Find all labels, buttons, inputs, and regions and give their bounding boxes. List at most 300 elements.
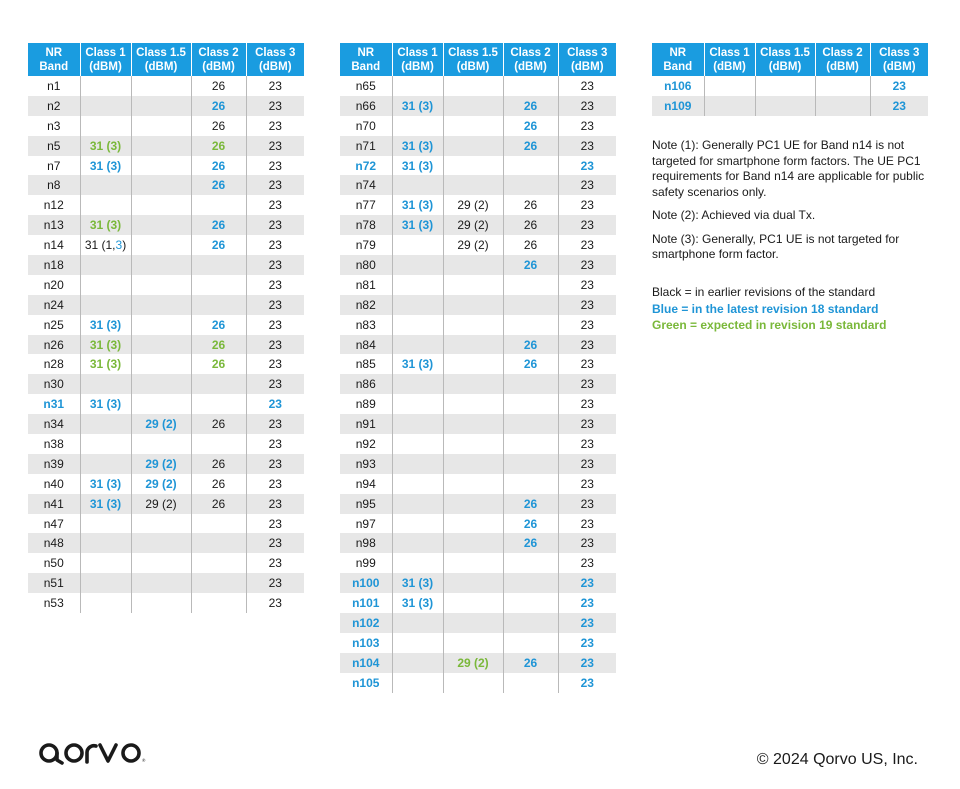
cell-class-1-5 xyxy=(131,593,191,613)
header-line: Class 1 xyxy=(709,46,750,59)
table-row xyxy=(28,96,304,116)
cell-band: n83 xyxy=(340,315,392,335)
cell-class-3: 23 xyxy=(246,533,304,553)
cell-class-2: 26 xyxy=(191,96,246,116)
cell-band: n101 xyxy=(340,593,392,613)
cell-class-1: 31 (3) xyxy=(80,394,131,414)
cell-class-3: 23 xyxy=(246,275,304,295)
cell-class-3: 23 xyxy=(558,175,616,195)
header-line: (dBM) xyxy=(882,60,916,73)
cell-class-3: 23 xyxy=(558,195,616,215)
cell-class-2 xyxy=(503,76,558,96)
cell-class-2: 26 xyxy=(191,156,246,176)
cell-band: n47 xyxy=(28,514,80,534)
cell-class-2: 26 xyxy=(503,653,558,673)
cell-class-1 xyxy=(392,633,443,653)
cell-class-1 xyxy=(392,275,443,295)
cell-band: n12 xyxy=(28,195,80,215)
table-row xyxy=(28,315,304,335)
header-line: (dBM) xyxy=(713,60,746,73)
table-row xyxy=(340,136,616,156)
cell-band: n5 xyxy=(28,136,80,156)
cell-class-1-5 xyxy=(443,335,503,355)
cell-class-1 xyxy=(80,533,131,553)
cell-class-3: 23 xyxy=(246,136,304,156)
cell-class-2: 26 xyxy=(503,215,558,235)
cell-band: n93 xyxy=(340,454,392,474)
cell-band: n103 xyxy=(340,633,392,653)
header-line: NR xyxy=(45,46,63,59)
band-table-3 xyxy=(652,43,928,116)
cell-class-2: 26 xyxy=(503,136,558,156)
table-row xyxy=(340,76,616,96)
cell-class-1 xyxy=(392,553,443,573)
cell-class-1-5 xyxy=(443,633,503,653)
cell-class-2: 26 xyxy=(503,116,558,136)
cell-class-1-5 xyxy=(443,354,503,374)
cell-band: n86 xyxy=(340,374,392,394)
table-row xyxy=(340,195,616,215)
table-row xyxy=(28,354,304,374)
cell-band: n81 xyxy=(340,275,392,295)
cell-band: n20 xyxy=(28,275,80,295)
table-row xyxy=(340,295,616,315)
cell-class-1 xyxy=(392,613,443,633)
cell-class-2 xyxy=(191,255,246,275)
cell-class-2 xyxy=(191,553,246,573)
table-row xyxy=(652,76,928,96)
header-line: NR xyxy=(357,46,375,59)
cell-class-3: 23 xyxy=(558,156,616,176)
cell-class-2 xyxy=(503,593,558,613)
cell-class-3: 23 xyxy=(558,394,616,414)
cell-band: n80 xyxy=(340,255,392,275)
table-row xyxy=(340,514,616,534)
cell-class-3: 23 xyxy=(558,573,616,593)
cell-class-3: 23 xyxy=(558,553,616,573)
cell-class-1 xyxy=(392,235,443,255)
cell-class-1 xyxy=(80,275,131,295)
cell-band: n102 xyxy=(340,613,392,633)
table-row xyxy=(340,553,616,573)
cell-band: n13 xyxy=(28,215,80,235)
cell-class-1-5 xyxy=(131,335,191,355)
header-row xyxy=(340,43,616,76)
cell-class-3: 23 xyxy=(558,613,616,633)
header-line: (dBM) xyxy=(768,60,802,73)
cell-class-1-5: 29 (2) xyxy=(131,454,191,474)
table-row xyxy=(28,573,304,593)
cell-class-2 xyxy=(503,553,558,573)
table-row xyxy=(28,136,304,156)
cell-class-3: 23 xyxy=(246,394,304,414)
cell-class-1-5 xyxy=(131,116,191,136)
cell-class-3: 23 xyxy=(246,553,304,573)
cell-class-1 xyxy=(704,96,755,116)
cell-class-1 xyxy=(80,514,131,534)
cell-class-1-5 xyxy=(443,255,503,275)
cell-class-1: 31 (3) xyxy=(392,215,443,235)
cell-band: n51 xyxy=(28,573,80,593)
table-row xyxy=(28,76,304,96)
table-row xyxy=(340,414,616,434)
cell-class-2 xyxy=(503,414,558,434)
header-line: Band xyxy=(351,60,381,73)
cell-class-3: 23 xyxy=(246,573,304,593)
header-line: Class 2 xyxy=(510,46,551,59)
cell-band: n100 xyxy=(340,573,392,593)
table-row xyxy=(28,215,304,235)
cell-class-2 xyxy=(503,315,558,335)
cell-class-1: 31 (3) xyxy=(392,195,443,215)
cell-class-3: 23 xyxy=(246,494,304,514)
cell-band: n41 xyxy=(28,494,80,514)
cell-class-3: 23 xyxy=(246,116,304,136)
cell-band: n105 xyxy=(340,673,392,693)
cell-class-1-5 xyxy=(443,494,503,514)
cell-class-2 xyxy=(503,673,558,693)
cell-class-3: 23 xyxy=(558,255,616,275)
header-line: Band xyxy=(39,60,69,73)
cell-class-1: 31 (3) xyxy=(392,593,443,613)
cell-class-1: 31 (3) xyxy=(80,494,131,514)
cell-class-1: 31 (3) xyxy=(80,354,131,374)
table-row xyxy=(28,394,304,414)
cell-class-3: 23 xyxy=(558,76,616,96)
cell-class-1-5: 29 (2) xyxy=(443,215,503,235)
cell-class-3: 23 xyxy=(246,195,304,215)
header-line: (dBM) xyxy=(514,60,547,73)
cell-class-2: 26 xyxy=(191,474,246,494)
cell-class-1-5: 29 (2) xyxy=(131,414,191,434)
header-band xyxy=(652,43,704,76)
cell-class-3: 23 xyxy=(558,215,616,235)
header-class-2 xyxy=(503,43,558,76)
cell-band: n99 xyxy=(340,553,392,573)
cell-class-2: 26 xyxy=(191,136,246,156)
cell-class-1-5 xyxy=(443,315,503,335)
cell-band: n97 xyxy=(340,514,392,534)
table-row xyxy=(28,514,304,534)
cell-class-2 xyxy=(503,374,558,394)
cell-class-1-5: 29 (2) xyxy=(443,195,503,215)
table-row xyxy=(340,434,616,454)
cell-band: n28 xyxy=(28,354,80,374)
cell-class-1: 31 (3) xyxy=(392,573,443,593)
header-line: (dBM) xyxy=(202,60,235,73)
cell-class-3: 23 xyxy=(246,76,304,96)
cell-band: n98 xyxy=(340,533,392,553)
cell-class-2 xyxy=(503,175,558,195)
cell-class-3: 23 xyxy=(246,335,304,355)
cell-class-3: 23 xyxy=(558,374,616,394)
cell-class-2: 26 xyxy=(503,533,558,553)
cell-class-1: 31 (3) xyxy=(392,136,443,156)
cell-band: n89 xyxy=(340,394,392,414)
header-line: Class 1 xyxy=(397,46,438,59)
cell-band: n95 xyxy=(340,494,392,514)
legend-green: Green = expected in revision 19 standard xyxy=(652,318,887,332)
cell-class-2 xyxy=(191,514,246,534)
cell-class-2: 26 xyxy=(503,354,558,374)
header-class-3 xyxy=(558,43,616,76)
cell-class-2 xyxy=(503,573,558,593)
table-row xyxy=(28,175,304,195)
cell-band: n39 xyxy=(28,454,80,474)
cell-class-1-5: 29 (2) xyxy=(443,653,503,673)
cell-class-2 xyxy=(503,394,558,414)
cell-class-1-5 xyxy=(443,394,503,414)
cell-class-3: 23 xyxy=(246,354,304,374)
cell-class-3: 23 xyxy=(558,474,616,494)
cell-class-1-5 xyxy=(131,514,191,534)
cell-band: n24 xyxy=(28,295,80,315)
header-line: Class 3 xyxy=(255,46,296,59)
cell-class-1 xyxy=(80,175,131,195)
header-line: (dBM) xyxy=(570,60,604,73)
cell-class-3: 23 xyxy=(558,235,616,255)
cell-class-2: 26 xyxy=(191,235,246,255)
cell-class-2: 26 xyxy=(191,215,246,235)
cell-band: n2 xyxy=(28,96,80,116)
table-row xyxy=(340,613,616,633)
cell-class-3: 23 xyxy=(870,76,928,96)
cell-band: n84 xyxy=(340,335,392,355)
cell-band: n91 xyxy=(340,414,392,434)
cell-class-2 xyxy=(191,573,246,593)
header-line: Class 3 xyxy=(879,46,920,59)
cell-class-1 xyxy=(392,434,443,454)
cell-class-1-5 xyxy=(443,156,503,176)
cell-class-1-5 xyxy=(443,533,503,553)
header-class-1-5 xyxy=(131,43,191,76)
cell-class-1-5 xyxy=(131,96,191,116)
cell-class-2: 26 xyxy=(503,335,558,355)
cell-class-1 xyxy=(80,414,131,434)
cell-class-1 xyxy=(392,315,443,335)
cell-band: n78 xyxy=(340,215,392,235)
notes xyxy=(652,138,927,271)
svg-text:®: ® xyxy=(142,758,146,763)
header-class-1 xyxy=(80,43,131,76)
cell-class-2: 26 xyxy=(191,116,246,136)
cell-class-1 xyxy=(392,374,443,394)
table-row xyxy=(28,335,304,355)
cell-class-1-5 xyxy=(131,573,191,593)
table-row xyxy=(340,573,616,593)
cell-class-1-5 xyxy=(755,76,815,96)
cell-class-2 xyxy=(503,434,558,454)
header-line: (dBM) xyxy=(826,60,859,73)
cell-class-1-5 xyxy=(443,414,503,434)
cell-class-3: 23 xyxy=(246,374,304,394)
table-row xyxy=(28,116,304,136)
cell-band: n8 xyxy=(28,175,80,195)
cell-class-2: 26 xyxy=(191,454,246,474)
table-row xyxy=(340,633,616,653)
cell-class-2: 26 xyxy=(191,354,246,374)
cell-class-1 xyxy=(392,514,443,534)
band-table-2 xyxy=(340,43,616,693)
table-row xyxy=(340,653,616,673)
cell-class-1-5 xyxy=(131,374,191,394)
table-row xyxy=(28,454,304,474)
cell-class-1 xyxy=(392,533,443,553)
cell-class-1: 31 (3) xyxy=(80,136,131,156)
cell-band: n82 xyxy=(340,295,392,315)
cell-class-3: 23 xyxy=(558,514,616,534)
cell-band: n70 xyxy=(340,116,392,136)
table-row xyxy=(28,235,304,255)
note-ref-mark: 3 xyxy=(115,238,123,253)
cell-band: n30 xyxy=(28,374,80,394)
cell-band: n31 xyxy=(28,394,80,414)
cell-class-3: 23 xyxy=(558,96,616,116)
cell-class-1 xyxy=(80,434,131,454)
header-class-3 xyxy=(870,43,928,76)
cell-band: n14 xyxy=(28,235,80,255)
cell-class-1-5 xyxy=(443,96,503,116)
table-row xyxy=(28,474,304,494)
cell-class-1 xyxy=(80,374,131,394)
table-row xyxy=(28,295,304,315)
table-row xyxy=(340,533,616,553)
cell-class-3: 23 xyxy=(246,255,304,275)
cell-band: n53 xyxy=(28,593,80,613)
cell-class-1 xyxy=(392,116,443,136)
cell-class-1 xyxy=(80,454,131,474)
table-row xyxy=(28,275,304,295)
header-class-1-5 xyxy=(755,43,815,76)
cell-class-2 xyxy=(503,275,558,295)
cell-class-1 xyxy=(80,235,131,255)
cell-class-1-5 xyxy=(131,195,191,215)
table-row xyxy=(28,156,304,176)
cell-band: n106 xyxy=(652,76,704,96)
cell-class-1 xyxy=(80,573,131,593)
cell-class-2 xyxy=(191,195,246,215)
header-line: (dBM) xyxy=(89,60,122,73)
cell-class-2: 26 xyxy=(191,175,246,195)
cell-class-2 xyxy=(191,374,246,394)
cell-class-3: 23 xyxy=(558,116,616,136)
cell-band: n38 xyxy=(28,434,80,454)
cell-class-2: 26 xyxy=(191,76,246,96)
cell-class-1-5 xyxy=(443,434,503,454)
cell-band: n77 xyxy=(340,195,392,215)
header-line: (dBM) xyxy=(258,60,292,73)
header-line: NR xyxy=(669,46,687,59)
cell-class-1-5 xyxy=(443,454,503,474)
cell-class-2 xyxy=(191,394,246,414)
cell-class-2 xyxy=(503,613,558,633)
cell-class-3: 23 xyxy=(558,434,616,454)
cell-class-1-5 xyxy=(131,533,191,553)
cell-class-2: 26 xyxy=(191,335,246,355)
cell-class-1-5 xyxy=(131,275,191,295)
cell-class-1-5 xyxy=(131,394,191,414)
table-row xyxy=(340,215,616,235)
cell-class-1-5 xyxy=(443,175,503,195)
cell-class-3: 23 xyxy=(558,633,616,653)
qorvo-logo xyxy=(38,738,150,772)
header-line: Class 2 xyxy=(822,46,863,59)
cell-class-1: 31 (3) xyxy=(80,215,131,235)
cell-class-2 xyxy=(503,474,558,494)
table-row xyxy=(340,175,616,195)
cell-class-1-5 xyxy=(131,553,191,573)
color-legend xyxy=(652,284,927,334)
cell-class-1-5 xyxy=(131,354,191,374)
table-row xyxy=(28,414,304,434)
cell-class-2: 26 xyxy=(503,255,558,275)
cell-class-1-5 xyxy=(443,553,503,573)
cell-class-3: 23 xyxy=(246,514,304,534)
table-row xyxy=(340,156,616,176)
cell-class-3: 23 xyxy=(558,335,616,355)
cell-class-1-5 xyxy=(443,673,503,693)
table-row xyxy=(28,553,304,573)
cell-class-3: 23 xyxy=(246,315,304,335)
cell-class-2: 26 xyxy=(503,235,558,255)
cell-class-1-5 xyxy=(443,374,503,394)
cell-class-2 xyxy=(815,96,870,116)
cell-class-1 xyxy=(392,494,443,514)
header-line: Class 1 xyxy=(85,46,126,59)
cell-class-3: 23 xyxy=(246,434,304,454)
cell-band: n40 xyxy=(28,474,80,494)
cell-class-3: 23 xyxy=(246,593,304,613)
header-line: Class 2 xyxy=(198,46,239,59)
cell-class-1 xyxy=(392,295,443,315)
cell-band: n7 xyxy=(28,156,80,176)
table-row xyxy=(340,354,616,374)
cell-class-1-5 xyxy=(443,76,503,96)
cell-class-3: 23 xyxy=(246,156,304,176)
header-class-1 xyxy=(392,43,443,76)
cell-class-1 xyxy=(392,175,443,195)
cell-class-3: 23 xyxy=(558,673,616,693)
cell-class-2: 26 xyxy=(191,315,246,335)
band-table-1 xyxy=(28,43,304,613)
cell-band: n1 xyxy=(28,76,80,96)
table-row xyxy=(340,474,616,494)
cell-class-2 xyxy=(191,533,246,553)
note-3: Note (3): Generally, PC1 UE is not targeted for smartphone form factor. xyxy=(652,231,900,261)
header-line: Class 1.5 xyxy=(448,46,498,59)
cell-class-1 xyxy=(80,593,131,613)
cell-band: n92 xyxy=(340,434,392,454)
cell-text: ) xyxy=(122,238,127,253)
cell-band: n50 xyxy=(28,553,80,573)
cell-band: n25 xyxy=(28,315,80,335)
table-row xyxy=(28,434,304,454)
table-row xyxy=(652,96,928,116)
header-row xyxy=(28,43,304,76)
cell-class-1 xyxy=(80,553,131,573)
cell-class-1 xyxy=(704,76,755,96)
table-row xyxy=(28,255,304,275)
cell-band: n26 xyxy=(28,335,80,355)
header-line: Class 1.5 xyxy=(760,46,810,59)
cell-class-1 xyxy=(392,394,443,414)
cell-band: n72 xyxy=(340,156,392,176)
cell-class-2 xyxy=(503,156,558,176)
header-line: Class 3 xyxy=(567,46,608,59)
cell-class-3: 23 xyxy=(558,275,616,295)
cell-class-2: 26 xyxy=(503,494,558,514)
cell-class-3: 23 xyxy=(246,454,304,474)
